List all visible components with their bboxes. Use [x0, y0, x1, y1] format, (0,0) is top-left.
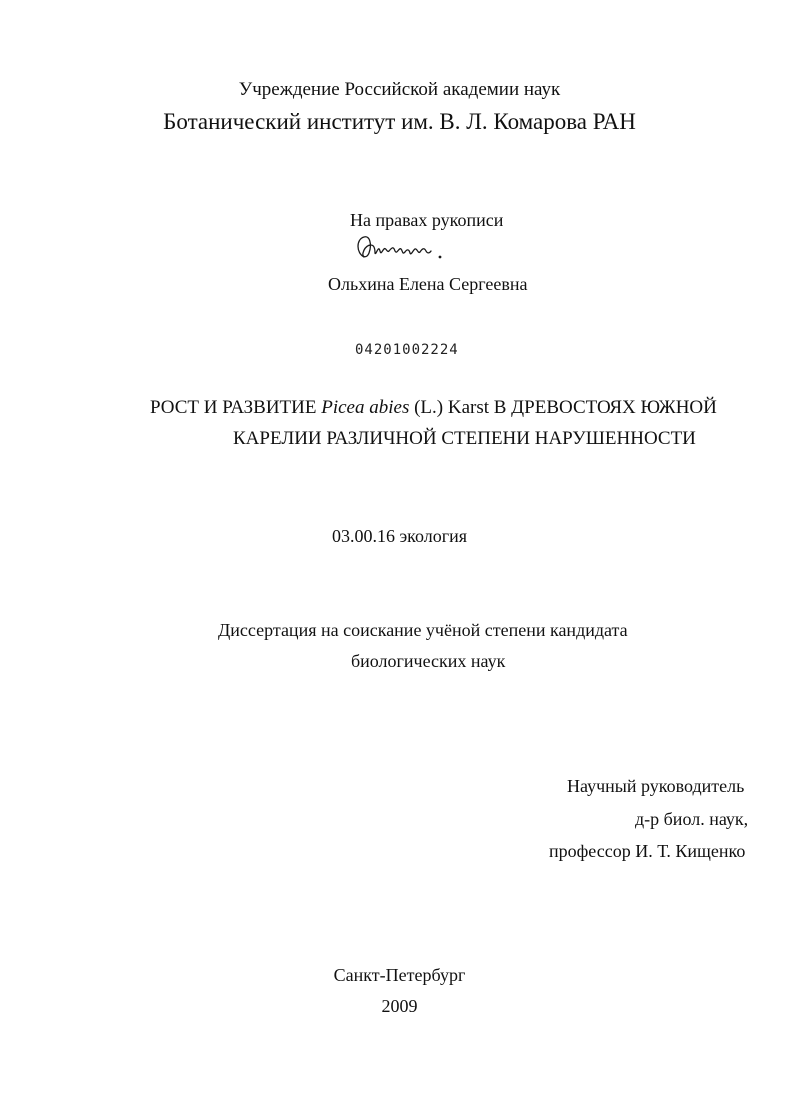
supervisor-name: профессор И. Т. Кищенко: [549, 841, 746, 861]
supervisor-role: Научный руководитель: [567, 776, 745, 796]
author-name: Ольхина Елена Сергеевна: [328, 274, 528, 294]
city: Санкт-Петербург: [333, 965, 466, 985]
year: 2009: [381, 996, 418, 1016]
title-species: Picea abies: [321, 397, 410, 418]
supervisor-degree: д-р биол. наук,: [635, 809, 749, 829]
institute-name: Ботанический институт им. В. Л. Комарова РАН: [163, 109, 636, 134]
dissertation-title-line-1: [150, 398, 717, 417]
dissertation-degree-line-1: Диссертация на соискание учёной степени кандидата: [218, 620, 628, 640]
dissertation-degree-line-2: биологических наук: [351, 651, 506, 671]
title-prefix: РОСТ И РАЗВИТИЕ: [150, 397, 322, 418]
specialty-code: 03.00.16 экология: [331, 526, 468, 546]
registration-code: 04201002224: [355, 342, 459, 358]
title-suffix: (L.) Karst В ДРЕВОСТОЯХ ЮЖНОЙ: [409, 397, 717, 418]
author-signature: [352, 231, 472, 267]
institution-line: Учреждение Российской академии наук: [238, 79, 561, 100]
manuscript-note: На правах рукописи: [350, 210, 504, 230]
dissertation-title-line-2: КАРЕЛИИ РАЗЛИЧНОЙ СТЕПЕНИ НАРУШЕННОСТИ: [233, 428, 696, 449]
